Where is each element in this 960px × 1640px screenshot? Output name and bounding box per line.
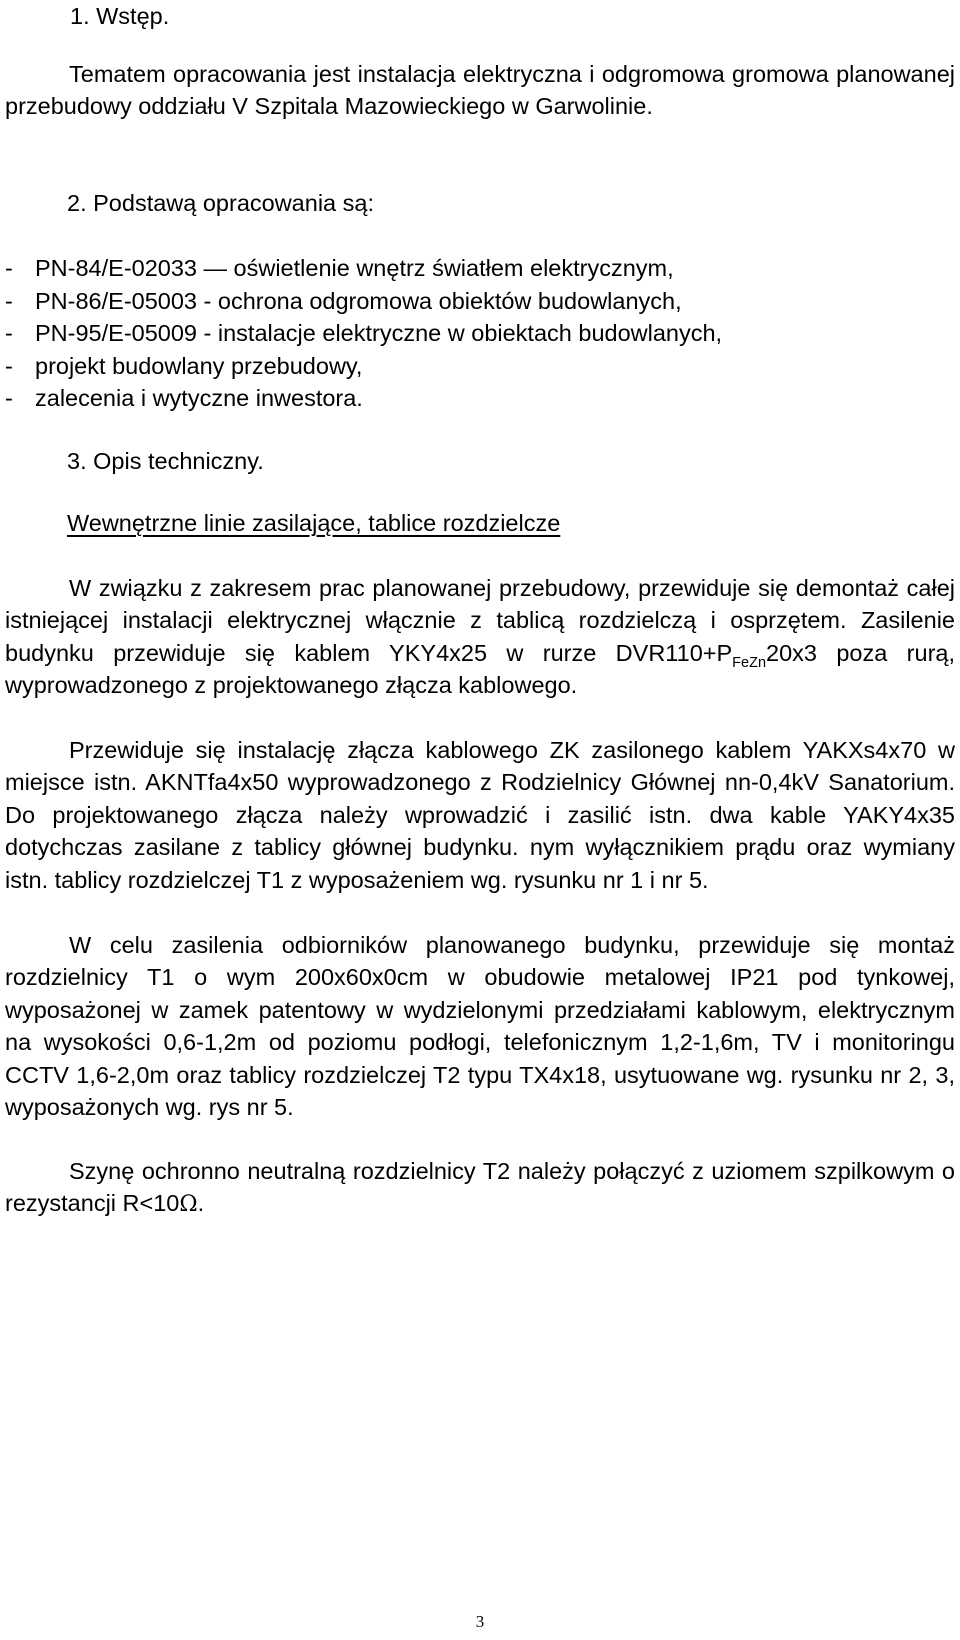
paragraph-text: Szynę ochronno neutralną rozdzielnicy T2 należy połączyć z uziomem szpilkowym o rezystancji R<10 bbox=[5, 1158, 955, 1217]
list-dash: - bbox=[5, 287, 13, 314]
paragraph-text: W związku z zakresem prac planowanej przebudowy, przewiduje się demontaż całej istniejącej instalacji elektrycznej włącznie z tablicą rozdzielczą i osprzętem. Zasilenie budynku przewiduje się kablem YKY4x25 w rurze DVR110+P bbox=[5, 575, 955, 666]
reference-text: PN-86/E-05003 - ochrona odgromowa obiektów budowlanych, bbox=[35, 287, 682, 314]
paragraph-text: . bbox=[197, 1190, 205, 1217]
section-1-heading: 1. Wstęp. bbox=[70, 3, 170, 29]
list-dash: - bbox=[5, 320, 13, 346]
reference-item bbox=[5, 317, 955, 350]
reference-text: PN-84/E-02033 — oświetlenie wnętrz światłem elektrycznym, bbox=[35, 255, 674, 281]
section-1-paragraph: Tematem opracowania jest instalacja elektryczna i odgromowa gromowa planowanej przebudowy oddziału V Szpitala Mazowieckiego w Garwolinie. bbox=[5, 61, 955, 120]
reference-item bbox=[5, 285, 955, 318]
reference-text: projekt budowlany przebudowy, bbox=[35, 352, 363, 379]
paragraph-power-supply bbox=[5, 572, 955, 702]
page-number: 3 bbox=[475, 1612, 485, 1631]
list-dash: - bbox=[5, 385, 13, 411]
reference-text: PN-95/E-05009 - instalacje elektryczne w obiektach budowlanych, bbox=[35, 320, 723, 346]
reference-item bbox=[5, 382, 955, 415]
subscript-fezn: FeZn bbox=[732, 654, 767, 671]
paragraph-cable-connection: Przewiduje się instalację złącza kablowego ZK zasilonego kablem YAKXs4x70 w miejsce istn. AKNTfa4x50 wyprowadzonego z Rodzielnicy Głównej nn-0,4kV Sanatorium. Do projektowanego złącza należy wprowadzić i zasilić istn. dwa kable YAKY4x35 dotychczas zasilane z tablicy głównej budynku. nym wyłącznikiem prądu oraz wymiany istn. tablicy rozdzielczej T1 z wyposażeniem wg. rysunku nr 1 i nr 5. bbox=[5, 737, 955, 893]
reference-item bbox=[5, 252, 955, 285]
references-list bbox=[5, 252, 955, 415]
section-2-heading: 2. Podstawą opracowania są: bbox=[67, 190, 374, 216]
section-3-subheading: Wewnętrzne linie zasilające, tablice rozdzielcze bbox=[67, 510, 561, 536]
paragraph-grounding bbox=[5, 1155, 955, 1222]
section-3-heading: 3. Opis techniczny. bbox=[67, 448, 264, 474]
paragraph-text: 20x3 poza rurą, wyprowadzonego z projektowanego złącza kablowego. bbox=[5, 639, 956, 699]
reference-text: zalecenia i wytyczne inwestora. bbox=[35, 385, 363, 411]
list-dash: - bbox=[5, 255, 13, 281]
reference-item bbox=[5, 350, 955, 383]
paragraph-switchboard: W celu zasilenia odbiorników planowanego budynku, przewiduje się montaż rozdzielnicy T1 o wym 200x60x0cm w obudowie metalowej IP21 pod tynkowej, wyposażonej w zamek patentowy w wydzielonymi przedziałami kablowym, elektrycznym na wysokości 0,6-1,2m od poziomu podłogi, telefonicznym 1,2-1,6m, TV i monitoringu CCTV 1,6-2,0m oraz tablicy rozdzielczej T2 typu TX4x18, usytuowane wg. rysunku nr 2, 3, wyposażonych wg. rys nr 5. bbox=[5, 932, 955, 1121]
omega-symbol: Ω bbox=[179, 1192, 198, 1218]
list-dash: - bbox=[5, 352, 13, 379]
